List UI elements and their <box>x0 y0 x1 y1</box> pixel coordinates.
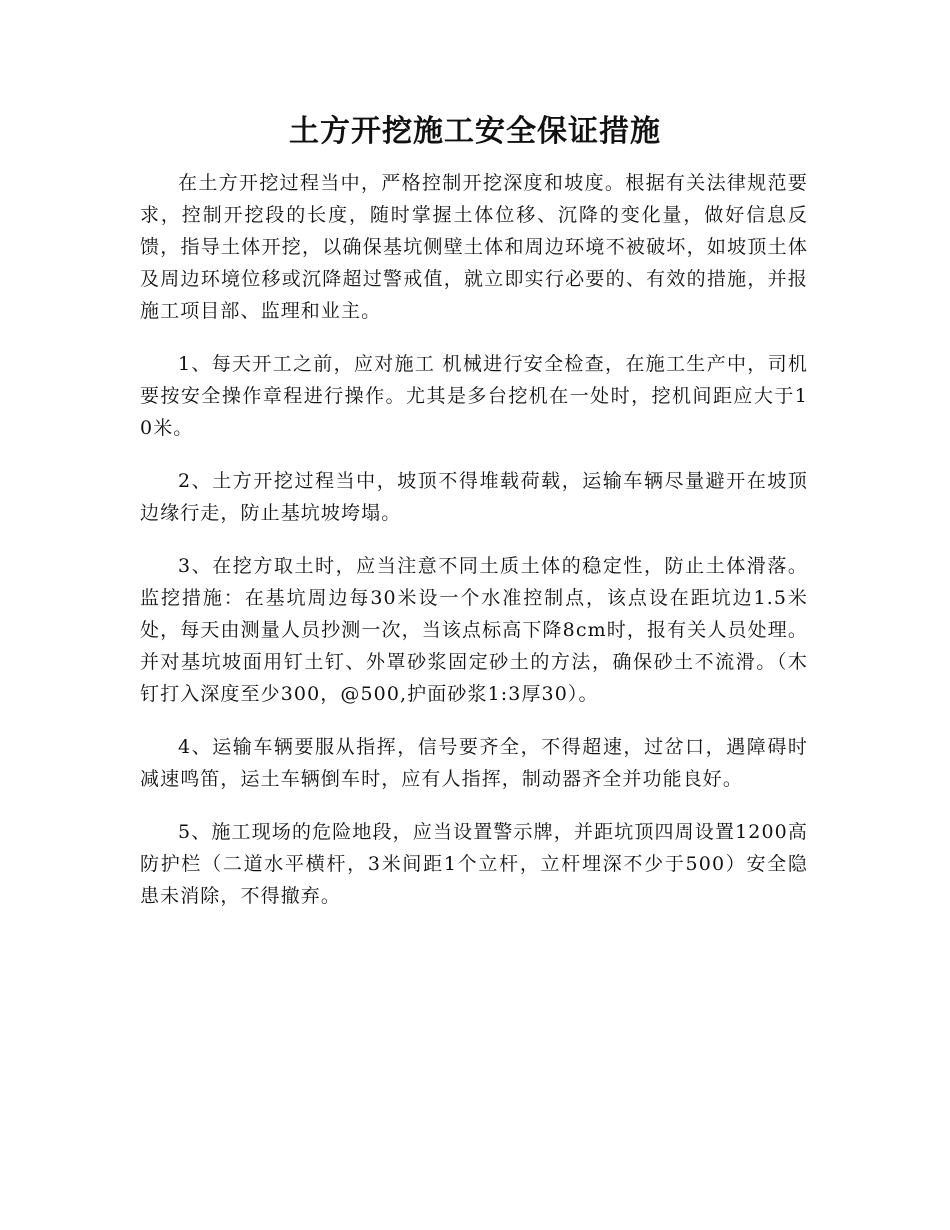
document-title: 土方开挖施工安全保证措施 <box>289 114 661 149</box>
measure-3-paragraph: 3、在挖方取土时，应当注意不同土质土体的稳定性，防止土体滑落。监挖措施：在基坑周边每30米设一个水准控制点，该点设在距坑边1.5米处，每天由测量人员抄测一次，当该点标高下降8cm时，报有关人员处理。并对基坑坡面用钉土钉、外罩砂浆固定砂土的方法，确保砂土不流滑。（木钉打入深度至少300，@500,护面砂浆1:3厚30）。 <box>140 555 808 705</box>
document-body <box>140 167 808 933</box>
measure-4-paragraph: 4、运输车辆要服从指挥，信号要齐全，不得超速，过岔口，遇障碍时减速鸣笛，运土车辆倒车时，应有人指挥，制动器齐全并功能良好。 <box>140 736 808 790</box>
measure-2-paragraph: 2、土方开挖过程当中，坡顶不得堆载荷载，运输车辆尽量避开在坡顶边缘行走，防止基坑坡垮塌。 <box>140 470 808 524</box>
intro-paragraph: 在土方开挖过程当中，严格控制开挖深度和坡度。根据有关法律规范要求，控制开挖段的长度，随时掌握土体位移、沉降的变化量，做好信息反馈，指导土体开挖，以确保基坑侧壁土体和周边环境不被破坏，如坡顶土体及周边环境位移或沉降超过警戒值，就立即实行必要的、有效的措施，并报施工项目部、监理和业主。 <box>140 172 808 322</box>
measure-5-paragraph: 5、施工现场的危险地段，应当设置警示牌，并距坑顶四周设置1200高防护栏（二道水平横杆，3米间距1个立杆，立杆埋深不少于500）安全隐患未消除，不得撤弃。 <box>140 821 808 907</box>
measure-1-paragraph: 1、每天开工之前，应对施工 机械进行安全检查，在施工生产中，司机要按安全操作章程进行操作。尤其是多台挖机在一处时，挖机间距应大于10米。 <box>140 353 808 439</box>
